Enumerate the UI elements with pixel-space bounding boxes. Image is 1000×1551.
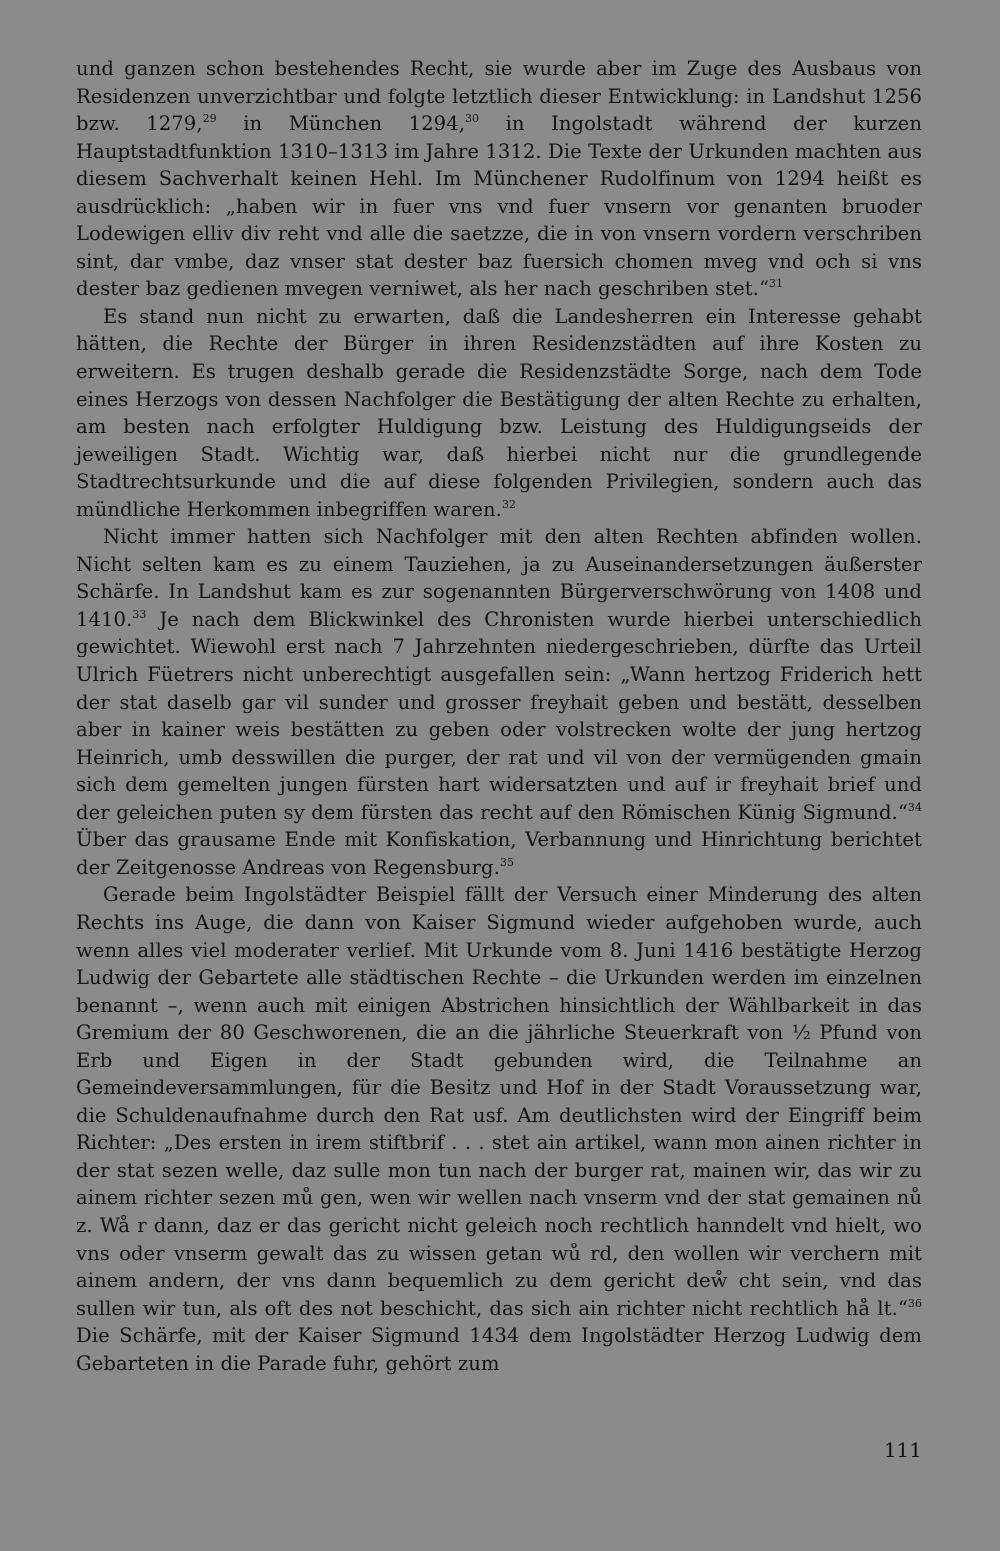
text-run: Gerade beim Ingolstädter Beispiel fällt der Versuch einer Minderung des alten Rechts ins Auge, die dann von Kaiser Sigmund wieder aufgehoben wurde, auch wenn alles viel moderater verlief. Mit Urkunde vom 8. Juni 1416 bestätigte Herzog Ludwig der Gebartete alle städtischen Rechte – die Urkunden werden im einzelnen benannt –, wenn auch mit einigen Abstrichen hinsichtlich der Wählbarkeit in das Gremium der 80 Geschworenen, die an die jährliche Steuerkraft von ½ Pfund von Erb und Eigen in der Stadt gebunden wird, die Teilnahme an Gemeindeversammlungen, für die Besitz und Hof in der Stadt Voraussetzung war, die Schuldenaufnahme durch den Rat usf. Am deutlichsten wird der Eingriff beim Richter: „Des ersten in irem stiftbrif . . . stet ain artikel, wann mon ainen richter in der stat sezen welle, daz sulle mon tun nach der burger rat, mainen wir, das wir zu ainem richter sezen mů gen, wen wir wellen nach vnserm vnd der stat gemainen nů z. Wå r dann, daz er das gericht nicht geleich noch rechtlich hanndelt vnd hielt, wo vns oder vnserm gewalt das zu wissen getan wů rd, den wollen wir verchern mit ainem andern, der vns dann bequemlich zu dem gericht deẘ cht sein, vnd das sullen wir tun, als oft des not beschicht, das sich ain richter nicht rechtlich hå lt.“: [76, 883, 922, 1320]
text-run: in München 1294,: [216, 112, 465, 136]
footnote-marker: 36: [907, 1296, 922, 1310]
text-run: Je nach dem Blickwinkel des Chronisten wurde hierbei unterschiedlich gewichtet. Wiewohl erst nach 7 Jahrzehnten niedergeschrieben, dürfte das Urteil Ulrich Füetrers nicht unberechtigt ausgefallen sein: „Wann hertzog Friderich hett der stat daselb gar vil sunder und grosser freyhait geben und bestätt, desselben aber in kainer weis bestätten zu geben oder volstrecken wolte der jung hertzog Heinrich, umb desswillen die purger, der rat und vil von der vermügenden gmain sich dem gemelten jungen fürsten hart widersatzten und auf ir freyhait brief und der geleichen puten sy dem fürsten das recht auf den Römischen Künig Sigmund.“: [76, 607, 922, 824]
paragraph: [76, 303, 922, 523]
footnote-marker: 31: [769, 277, 784, 291]
paragraph: [76, 55, 922, 303]
footnote-marker: 32: [501, 497, 517, 511]
page-number: 111: [883, 1438, 922, 1462]
paragraph: [76, 881, 922, 1377]
text-run: in Ingolstadt während der kurzen Hauptstadtfunktion 1310–1313 im Jahre 1312. Die Texte der Urkunden machten aus diesem Sachverhalt keinen Hehl. Im Münchener Rudolfinum von 1294 heißt es ausdrücklich: „haben wir in fuer vns vnd fuer vnsern vor genanten bruoder Lodewigen elliv div reht vnd alle die saetzze, die in von vnsern vordern verschriben sint, dar vmbe, daz vnser stat dester baz fuersich chomen mveg vnd och si vns dester baz gedienen mvegen verniwet, als her nach geschriben stet.“: [76, 112, 922, 301]
text-run: Über das grausame Ende mit Konfiskation, Verbannung und Hinrichtung berichtet der Zeitgenosse Andreas von Regensburg.: [76, 828, 922, 879]
text-run: Es stand nun nicht zu erwarten, daß die Landesherren ein Interesse gehabt hätten, die Rechte der Bürger in ihren Residenzstädten auf ihre Kosten zu erweitern. Es trugen deshalb gerade die Residenzstädte Sorge, nach dem Tode eines Herzogs von dessen Nachfolger die Bestätigung der alten Rechte zu erhalten, am besten nach erfolgter Huldigung bzw. Leistung des Huldigungseids der jeweiligen Stadt. Wichtig war, daß hierbei nicht nur die grundlegende Stadtrechtsurkunde und die auf diese folgenden Privilegien, sondern auch das mündliche Herkommen inbegriffen waren.: [76, 304, 922, 521]
text-run: und ganzen schon bestehendes Recht, sie wurde aber im Zuge des Ausbaus von Residenzen unverzichtbar und folgte letztlich dieser Entwicklung: in Landshut 1256 bzw. 1279,: [76, 57, 922, 136]
text-run: Nicht immer hatten sich Nachfolger mit den alten Rechten abfinden wollen. Nicht selten kam es zu einem Tauziehen, ja zu Auseinandersetzungen äußerster Schärfe. In Landshut kam es zur sogenannten Bürgerverschwörung von 1408 und 1410.: [76, 525, 922, 631]
body-text: [76, 55, 922, 1377]
text-run: Die Schärfe, mit der Kaiser Sigmund 1434 dem Ingolstädter Herzog Ludwig dem Gebarteten in die Parade fuhr, gehört zum: [76, 1324, 922, 1375]
footnote-marker: 35: [499, 855, 515, 869]
footnote-marker: 33: [132, 607, 147, 621]
footnote-marker: 30: [465, 112, 480, 126]
footnote-marker: 29: [202, 112, 217, 126]
footnote-marker: 34: [907, 800, 922, 814]
paragraph: [76, 523, 922, 881]
